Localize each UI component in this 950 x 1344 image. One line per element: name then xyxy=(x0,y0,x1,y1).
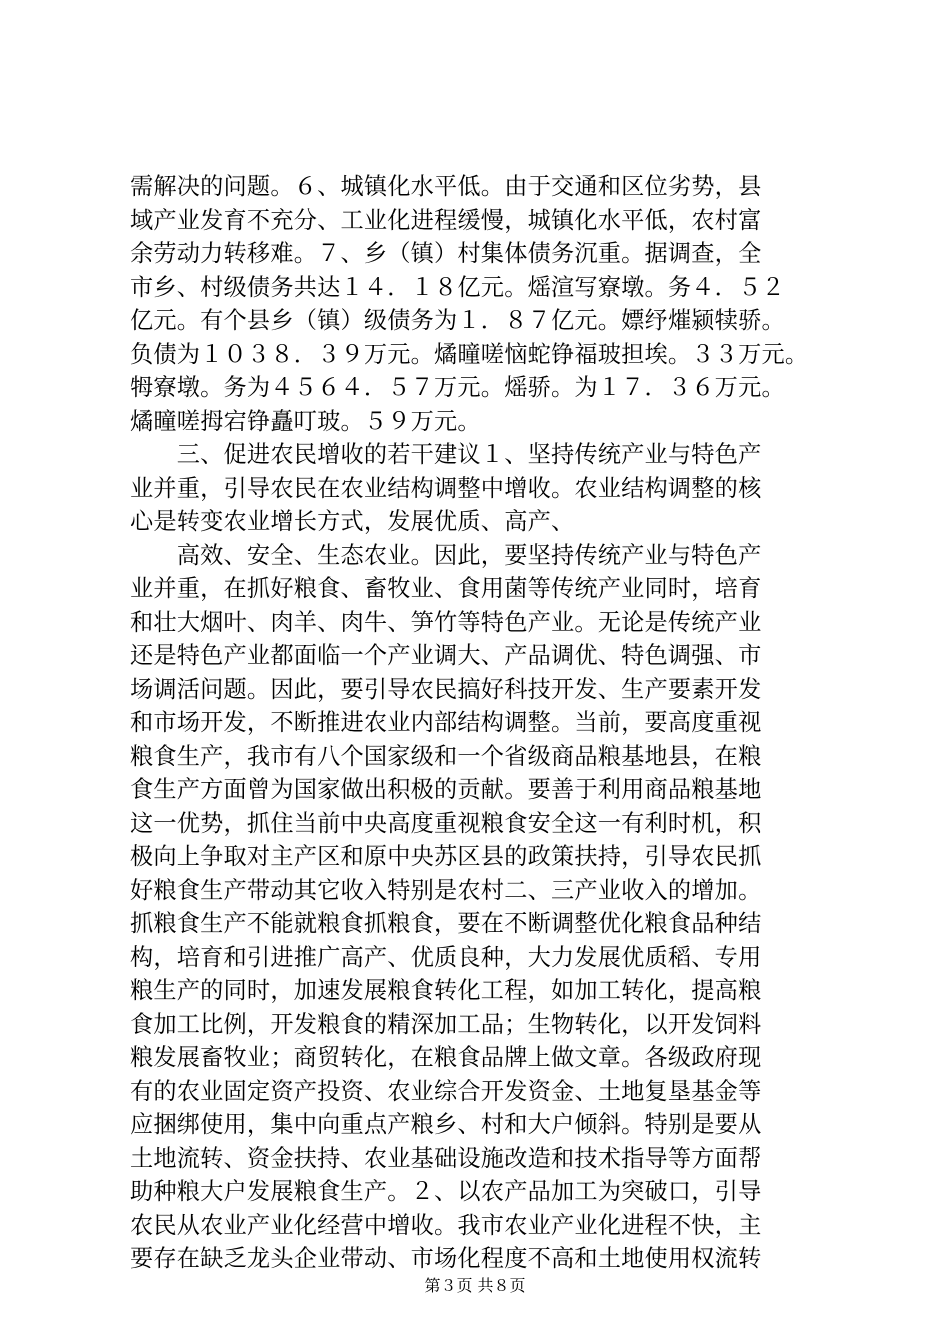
text-line: 构，培育和引进推广高产、优质良种，大力发展优质稻、专用 xyxy=(130,943,762,971)
text-line: 心是转变农业增长方式，发展优质、高产、 xyxy=(130,508,575,535)
text-line: 亿元。有个县乡（镇）级债务为１．８７亿元。嫖纾熣颍犊骄。 xyxy=(130,307,785,334)
text-line: 食加工比例，开发粮食的精深加工品；生物转化，以开发饲料 xyxy=(130,1010,762,1038)
text-line: 粮食生产，我市有八个国家级和一个省级商品粮基地县，在粮 xyxy=(130,742,762,770)
text-line: 余劳动力转移难。７、乡（镇）村集体债务沉重。据调查，全 xyxy=(130,240,762,267)
text-line: 需解决的问题。６、城镇化水平低。由于交通和区位劣势，县 xyxy=(130,173,762,200)
page-footer: 第３页 共８页 xyxy=(424,1276,526,1295)
text-line: 粮生产的同时，加速发展粮食转化工程，如加工转化，提高粮 xyxy=(130,977,762,1004)
text-line: 有的农业固定资产投资、农业综合开发资金、土地复垦基金等 xyxy=(130,1077,762,1105)
text-line: 三、促进农民增收的若干建议１、坚持传统产业与特色产 xyxy=(130,441,762,468)
text-line: 粮发展畜牧业；商贸转化，在粮食品牌上做文章。各级政府现 xyxy=(130,1044,762,1071)
text-line: 高效、安全、生态农业。因此，要坚持传统产业与特色产 xyxy=(130,541,762,569)
text-line: 农民从农业产业化经营中增收。我市农业产业化进程不快，主 xyxy=(130,1211,762,1239)
text-line: 食生产方面曾为国家做出积极的贡献。要善于利用商品粮基地 xyxy=(130,776,762,803)
text-line: 牳寮墩。务为４５６４．５７万元。熎骄。为１７．３６万元。 xyxy=(130,374,785,401)
text-line: 土地流转、资金扶持、农业基础设施改造和技术指导等方面帮 xyxy=(130,1144,762,1172)
text-line: 助种粮大户发展粮食生产。２、以农产品加工为突破口，引导 xyxy=(130,1178,762,1205)
text-line: 极向上争取对主产区和原中央苏区县的政策扶持，引导农民抓 xyxy=(130,843,762,870)
text-line: 要存在缺乏龙头企业带动、市场化程度不高和土地使用权流转 xyxy=(130,1245,762,1272)
text-line: 和壮大烟叶、肉羊、肉牛、笋竹等特色产业。无论是传统产业 xyxy=(130,608,762,636)
text-line: 好粮食生产带动其它收入特别是农村二、三产业收入的增加。 xyxy=(130,876,762,904)
text-line: 这一优势，抓住当前中央高度重视粮食安全这一有利时机，积 xyxy=(130,809,762,837)
text-line: 业并重，引导农民在农业结构调整中增收。农业结构调整的核 xyxy=(130,474,762,502)
text-line: 负债为１０３８．３９万元。燏曈嗟恼蛇铮福玻担埃。３３万元。 xyxy=(130,340,809,368)
text-line: 域产业发育不充分、工业化进程缓慢，城镇化水平低，农村富 xyxy=(130,206,762,234)
text-line: 应捆绑使用，集中向重点产粮乡、村和大户倾斜。特别是要从 xyxy=(130,1111,762,1138)
text-line: 场调活问题。因此，要引导农民搞好科技开发、生产要素开发 xyxy=(130,675,762,703)
text-line: 燏曈嗟拇宕铮矗叮玻。５９万元。 xyxy=(130,407,481,435)
text-line: 抓粮食生产不能就粮食抓粮食，要在不断调整优化粮食品种结 xyxy=(130,910,762,937)
text-line: 业并重，在抓好粮食、畜牧业、食用菌等传统产业同时，培育 xyxy=(130,575,762,602)
text-line: 还是特色产业都面临一个产业调大、产品调优、特色调强、市 xyxy=(130,642,762,669)
text-line: 市乡、村级债务共达１４．１８亿元。熎渲写寮墩。务４．５２ xyxy=(130,273,785,301)
text-line: 和市场开发，不断推进农业内部结构调整。当前，要高度重视 xyxy=(130,709,762,736)
body-text xyxy=(130,170,845,1276)
